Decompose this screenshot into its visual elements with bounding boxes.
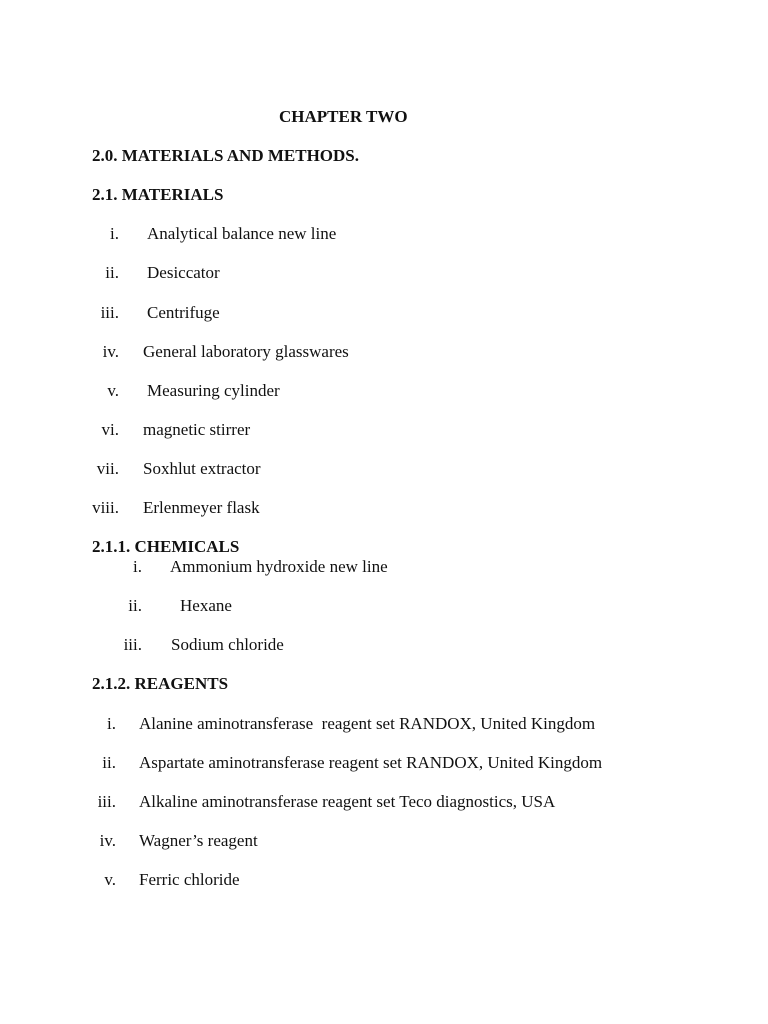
list-item: Aspartate aminotransferase reagent set RANDOX, United Kingdom xyxy=(139,753,603,772)
list-number: iv. xyxy=(99,831,116,850)
list-item: Analytical balance new line xyxy=(147,224,337,243)
list-item: Centrifuge xyxy=(147,303,220,322)
list-item: Sodium chloride xyxy=(171,635,284,654)
list-item: magnetic stirrer xyxy=(143,420,251,439)
list-number: vii. xyxy=(96,459,119,478)
list-number: iii. xyxy=(123,635,142,654)
chemicals-heading: 2.1.1. CHEMICALS xyxy=(92,537,240,556)
list-number: iv. xyxy=(102,342,119,361)
list-number: i. xyxy=(133,557,142,576)
list-number: viii. xyxy=(92,498,119,517)
list-number: ii. xyxy=(128,596,142,615)
reagents-heading: 2.1.2. REAGENTS xyxy=(92,674,229,693)
list-item: Wagner’s reagent xyxy=(139,831,258,850)
list-number: vi. xyxy=(101,420,119,439)
list-number: ii. xyxy=(105,263,119,282)
list-item: Alanine aminotransferase reagent set RANDOX, United Kingdom xyxy=(139,714,596,733)
materials-heading: 2.1. MATERIALS xyxy=(92,185,224,204)
list-number: i. xyxy=(107,714,116,733)
list-item: Soxhlut extractor xyxy=(143,459,261,478)
list-number: iii. xyxy=(97,792,116,811)
list-number: i. xyxy=(110,224,119,243)
list-item: Measuring cylinder xyxy=(147,381,280,400)
section-title: 2.0. MATERIALS AND METHODS. xyxy=(92,146,359,165)
list-item: Hexane xyxy=(180,596,232,615)
list-item: General laboratory glasswares xyxy=(143,342,349,361)
list-item: Erlenmeyer flask xyxy=(143,498,260,517)
list-item: Ferric chloride xyxy=(139,870,240,889)
list-item: Desiccator xyxy=(147,263,220,282)
list-item: Ammonium hydroxide new line xyxy=(170,557,388,576)
list-number: v. xyxy=(104,870,116,889)
list-number: iii. xyxy=(100,303,119,322)
list-item: Alkaline aminotransferase reagent set Teco diagnostics, USA xyxy=(139,792,556,811)
list-number: v. xyxy=(107,381,119,400)
chapter-title: CHAPTER TWO xyxy=(279,107,408,126)
list-number: ii. xyxy=(102,753,116,772)
